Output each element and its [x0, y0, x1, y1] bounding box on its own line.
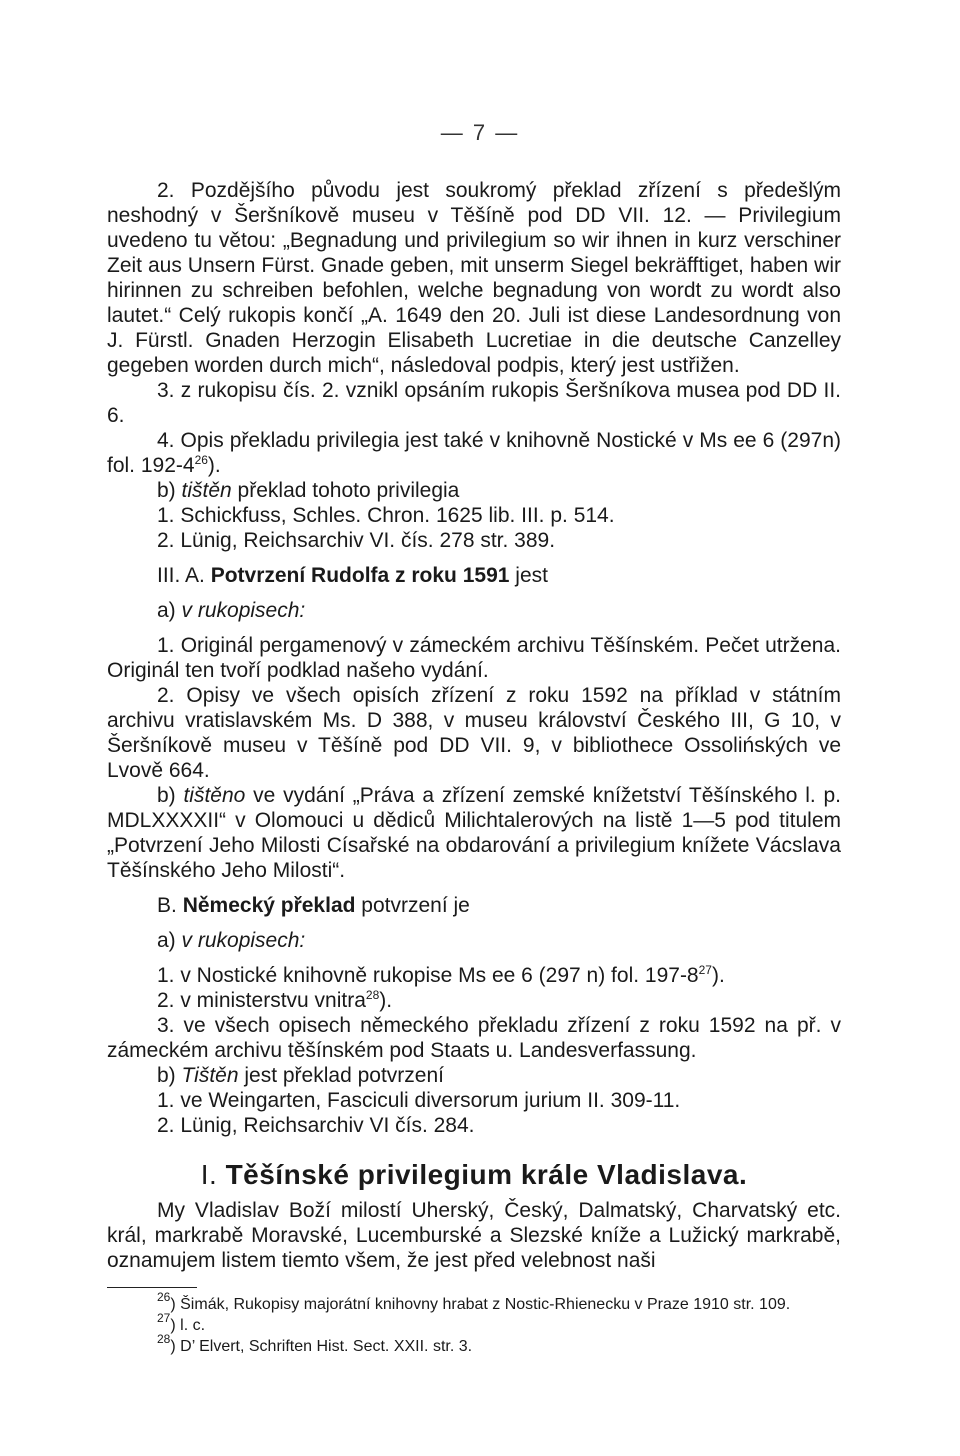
chapter-number: I. — [200, 1159, 226, 1190]
list-item — [107, 963, 841, 988]
italic-text: Tištěn — [181, 1064, 239, 1087]
footnote — [107, 1332, 841, 1357]
footnote-text: ) D’ Elvert, Schriften Hist. Sect. XXII. str. 3. — [170, 1338, 473, 1355]
text: b) — [157, 1064, 182, 1087]
text: b) — [157, 784, 184, 807]
footnote-text: ) Šimák, Rukopisy majorátní knihovny hrabat z Nostic-Rhienecku v Praze 1910 str. 109. — [170, 1296, 791, 1313]
list-item: 3. ve všech opisech německého překladu zřízení z roku 1592 na př. v zámeckém archivu těšínském pod Staats u. Landesverfassung. — [107, 1014, 841, 1062]
text: III. A. — [157, 564, 211, 587]
text: ). — [711, 964, 725, 987]
footnote-text: ) l. c. — [170, 1317, 206, 1334]
footnote-marker: 27 — [157, 1311, 171, 1325]
footnote — [107, 1290, 841, 1315]
body-paragraph: My Vladislav Boží milostí Uherský, Český, Dalmatský, Charvatský etc. král, markrabě Moravské, Lucemburské a Slezské kníže a Lužický markrabě, oznamujem listem tiemto všem, že jest před velebnost naši — [107, 1199, 841, 1272]
text: a) — [157, 599, 182, 622]
footnotes — [107, 1290, 841, 1357]
footnote — [107, 1311, 841, 1336]
text: a) — [157, 929, 182, 952]
footnote-ref: 27 — [698, 963, 712, 977]
paragraph-item-3: 3. z rukopisu čís. 2. vznikl opsáním rukopis Šeršníkova musea pod DD II. 6. — [107, 379, 841, 427]
footnote-ref: 28 — [365, 988, 380, 1002]
section-heading-B — [107, 893, 841, 918]
text: b) — [157, 479, 182, 502]
text: jest — [509, 564, 548, 587]
page-number: — 7 — — [440, 120, 520, 145]
list-item: 2. Lünig, Reichsarchiv VI čís. 284. — [157, 1114, 475, 1137]
text: B. — [157, 894, 183, 917]
footnote-marker: 28 — [157, 1332, 171, 1346]
text: ). — [207, 454, 221, 477]
list-item: 1. Originál pergamenový v zámeckém archivu Těšínském. Pečet utržena. Originál ten tvoří podklad našeho vydání. — [107, 634, 841, 682]
italic-text: tištěno — [183, 784, 246, 807]
subheading-printed — [107, 1063, 841, 1088]
chapter-title-text: Těšínské privilegium krále Vladislava. — [225, 1159, 748, 1190]
text: 2. Pozdějšího původu jest soukromý překlad zřízení s předešlým neshodný v Šeršníkově museu v Těšíně pod DD VII. 12. — Privilegium uvedeno tu větou: „Begnadung und privilegium so wir ihnen in kurz verschiner Zeit aus Unsern Fürst. Gnade geben, mit unserm Siegel bekräfftiget, haben wir hirinnen zu schreiben befohlen, welche begnadung von wordt zu wordt also lautet.“ Celý rukopis končí „A. 1649 den 20. Juli ist diese Landesordnung von J. Fürstl. Gnaden Herzogin Elisabeth Lucretiae in die deutsche Canzelley gegeben worden durch mich“, následoval podpis, který jest ustřižen. — [107, 179, 841, 377]
section-heading-III-A — [107, 563, 841, 588]
list-item: 2. Opisy ve všech opisích zřízení z roku 1592 na příklad v státním archivu vratislavském Ms. D 388, v museu království Českého III, G 10, v Šeršníkově museu v Těšíně pod DD VII. 9, v bibliothece Ossolińských ve Lvově 664. — [107, 684, 841, 782]
text: překlad tohoto privilegia — [231, 479, 460, 502]
bold-text: Německý překlad — [182, 894, 356, 917]
text: jest překlad potvrzení — [238, 1064, 444, 1087]
list-item: 1. ve Weingarten, Fasciculi diversorum jurium II. 309-11. — [157, 1089, 681, 1112]
list-item: 2. Lünig, Reichsarchiv VI. čís. 278 str. 389. — [157, 529, 556, 552]
text: 1. v Nostické knihovně rukopise Ms ee 6 (297 n) fol. 197-8 — [157, 964, 699, 987]
paragraph-item-4 — [107, 428, 841, 478]
page-body — [107, 178, 841, 1357]
text: ve vydání „Práva a zřízení zemské knížetství Těšínského l. p. MDLXXXXII“ v Olomouci u dědiců Milichtalerových na listě 1—5 pod titulem „Potvrzení Jeho Milosti Císařské na obdarování a privilegium knížete Vácslava Těšínského Jeho Milosti“. — [107, 784, 842, 882]
text: potvrzení je — [355, 894, 470, 917]
italic-text: v rukopisech: — [181, 599, 306, 622]
paragraph-item-2 — [107, 178, 841, 378]
footnote-marker: 26 — [157, 1290, 171, 1304]
footnote-divider — [107, 1287, 197, 1288]
footnote-ref: 26 — [194, 453, 208, 467]
text: 4. Opis překladu privilegia jest také v knihovně Nostické v Ms ee 6 (297n) fol. 192-4 — [107, 429, 841, 477]
italic-text: v rukopisech: — [181, 929, 306, 952]
subheading-printed — [107, 478, 841, 503]
subheading-manuscripts — [107, 928, 841, 953]
subheading-printed — [107, 783, 841, 883]
italic-text: tištěn — [181, 479, 232, 502]
chapter-title — [107, 1158, 841, 1192]
subheading-manuscripts — [107, 598, 841, 623]
list-item: 1. Schickfuss, Schles. Chron. 1625 lib. III. p. 514. — [157, 504, 615, 527]
text: ). — [379, 989, 393, 1012]
list-item — [107, 988, 841, 1013]
text: 2. v ministerstvu vnitra — [157, 989, 366, 1012]
bold-text: Potvrzení Rudolfa z roku 1591 — [210, 564, 510, 587]
